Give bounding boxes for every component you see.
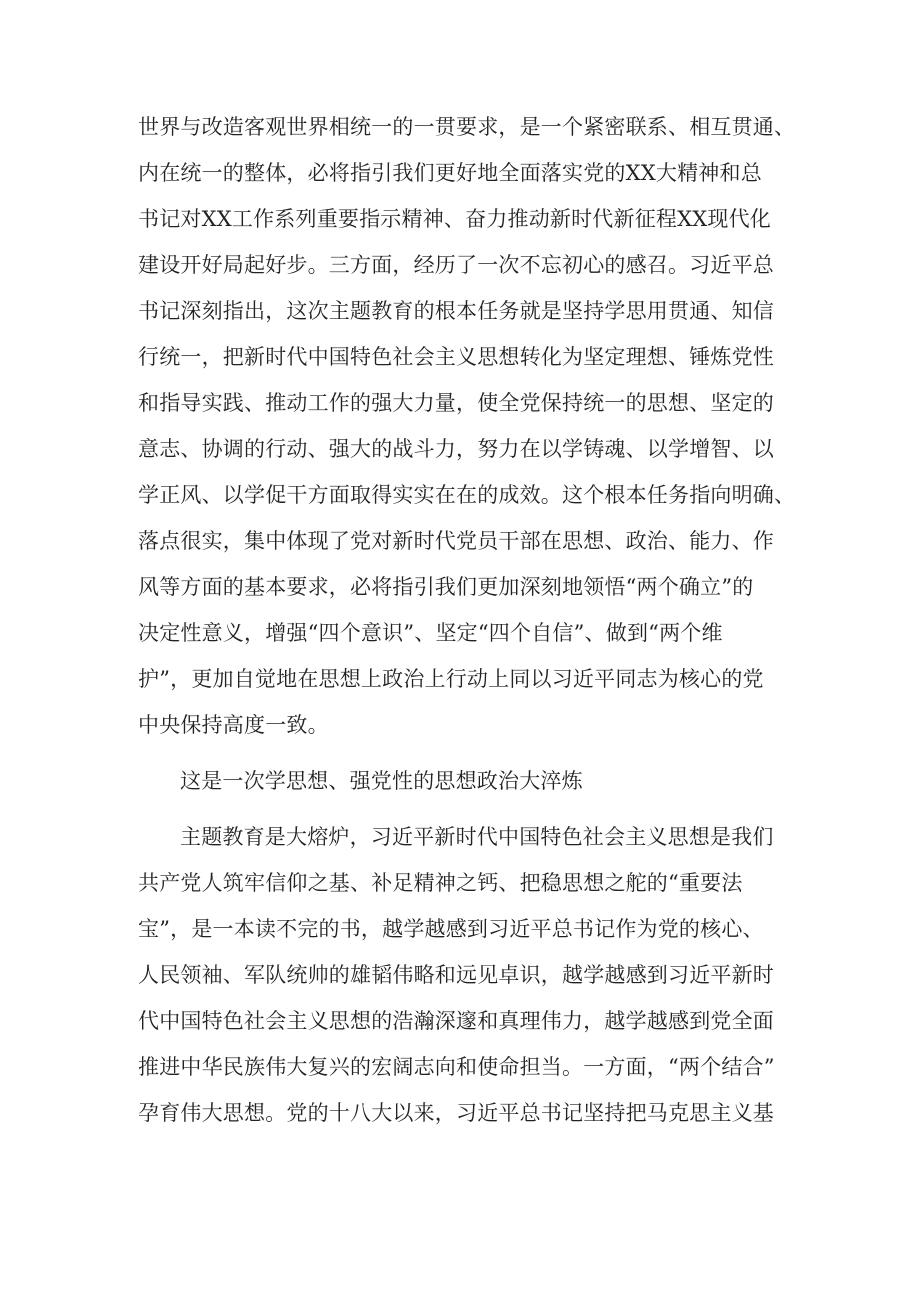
paragraph-1-line-8: 意志、协调的行动、强大的战斗力，努力在以学铸魂、以学增智、以 [138, 437, 774, 461]
paragraph-1 [138, 104, 802, 748]
paragraph-1-line-10: 落点很实，集中体现了党对新时代党员干部在思想、政治、能力、作 [138, 529, 774, 553]
paragraph-2-line-6: 推进中华民族伟大复兴的宏阔志向和使命担当。一方面，“两个结合” [138, 1055, 775, 1079]
paragraph-2-line-5: 代中国特色社会主义思想的浩瀚深邃和真理伟力，越学越感到党全面 [138, 1009, 774, 1033]
paragraph-1-line-3: 书记对XX工作系列重要指示精神、奋力推动新时代新征程XX现代化 [138, 207, 771, 231]
paragraph-2-line-7: 孕育伟大思想。党的十八大以来，习近平总书记坚持把马克思主义基 [138, 1101, 774, 1125]
paragraph-2-line-3: 宝”，是一本读不完的书，越学越感到习近平总书记作为党的核心、 [138, 917, 764, 941]
paragraph-gap [138, 748, 802, 758]
paragraph-2-line-2: 共产党人筑牢信仰之基、补足精神之钙、把稳思想之舵的“重要法 [138, 871, 743, 895]
document-content [138, 104, 802, 1136]
paragraph-1-line-2: 内在统一的整体，必将指引我们更好地全面落实党的XX大精神和总 [138, 161, 762, 185]
paragraph-1-line-5: 书记深刻指出，这次主题教育的根本任务就是坚持学思用贯通、知信 [138, 299, 774, 323]
paragraph-1-line-14: 中央保持高度一致。 [138, 713, 329, 737]
paragraph-gap [138, 804, 802, 814]
section-heading: 这是一次学思想、强党性的思想政治大淬炼 [180, 769, 583, 793]
paragraph-2-line-1: 主题教育是大熔炉，习近平新时代中国特色社会主义思想是我们 [180, 825, 774, 849]
paragraph-2 [138, 814, 802, 1136]
paragraph-1-line-13: 护”，更加自觉地在思想上政治上行动上同以习近平同志为核心的党 [138, 667, 764, 691]
paragraph-1-line-1: 世界与改造客观世界相统一的一贯要求，是一个紧密联系、相互贯通、 [138, 115, 796, 139]
paragraph-1-line-7: 和指导实践、推动工作的强大力量，使全党保持统一的思想、坚定的 [138, 391, 774, 415]
paragraph-1-line-11: 风等方面的基本要求，必将指引我们更加深刻地领悟“两个确立”的 [138, 575, 754, 599]
paragraph-2-line-4: 人民领袖、军队统帅的雄韬伟略和远见卓识，越学越感到习近平新时 [138, 963, 774, 987]
paragraph-1-line-4: 建设开好局起好步。三方面，经历了一次不忘初心的感召。习近平总 [138, 253, 774, 277]
paragraph-1-line-9: 学正风、以学促干方面取得实实在在的成效。这个根本任务指向明确、 [138, 483, 796, 507]
paragraph-1-line-6: 行统一，把新时代中国特色社会主义思想转化为坚定理想、锤炼党性 [138, 345, 774, 369]
paragraph-1-line-12: 决定性意义，增强“四个意识”、坚定“四个自信”、做到“两个维 [138, 621, 723, 645]
